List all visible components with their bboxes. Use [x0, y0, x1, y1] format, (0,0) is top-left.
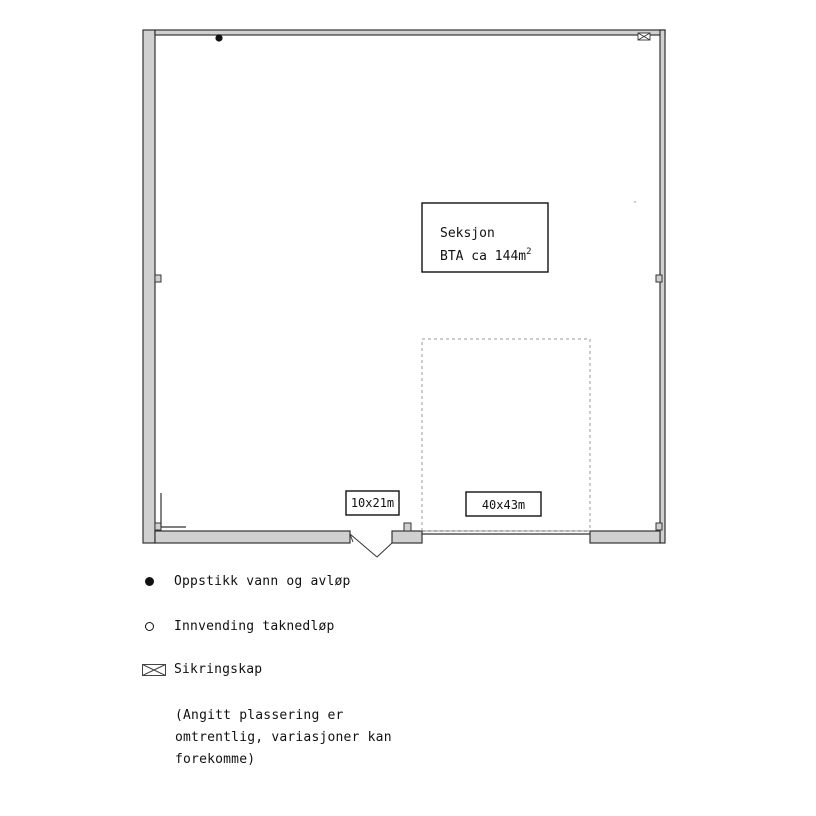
wall-left [143, 30, 155, 543]
legend-drain [142, 619, 335, 634]
note-line-1: (Angitt plassering er [175, 708, 344, 723]
wall-bottom-left [155, 531, 350, 543]
note-line-3: forekomme) [175, 752, 256, 767]
wall-bottom-mid [392, 531, 422, 543]
column-bottom-right [656, 523, 662, 530]
gate-label: 40x43m [481, 498, 526, 512]
room-area-superscript: 2 [526, 247, 532, 257]
open-circle-icon [142, 620, 168, 634]
wall-right [660, 30, 665, 543]
wall-top [155, 30, 665, 35]
door-label: 10x21m [350, 496, 395, 510]
speck [634, 201, 635, 202]
wall-bottom-right [590, 531, 660, 543]
column-left-mid [155, 275, 161, 282]
door-leaf [350, 534, 377, 557]
room-title: Seksjon [440, 226, 495, 241]
legend-water-label: Oppstikk vann og avløp [174, 574, 351, 589]
water-outlet-icon [215, 34, 222, 41]
column-right-mid [656, 275, 662, 282]
legend-fuse-label: Sikringskap [174, 662, 263, 677]
column-bottom-mid [404, 523, 411, 531]
room-area [440, 247, 532, 264]
legend-fuse [142, 662, 262, 677]
placement-note [175, 705, 392, 771]
legend-water [142, 574, 351, 589]
filled-dot-icon [142, 575, 168, 589]
fuse-cabinet-legend-icon [142, 663, 168, 677]
note-line-2: omtrentlig, variasjoner kan [175, 730, 392, 745]
room-area-text: BTA ca 144m [440, 249, 527, 264]
door-leaf-edge [377, 543, 392, 557]
column-bottom-left [155, 523, 161, 530]
legend-drain-label: Innvending taknedløp [174, 619, 335, 634]
